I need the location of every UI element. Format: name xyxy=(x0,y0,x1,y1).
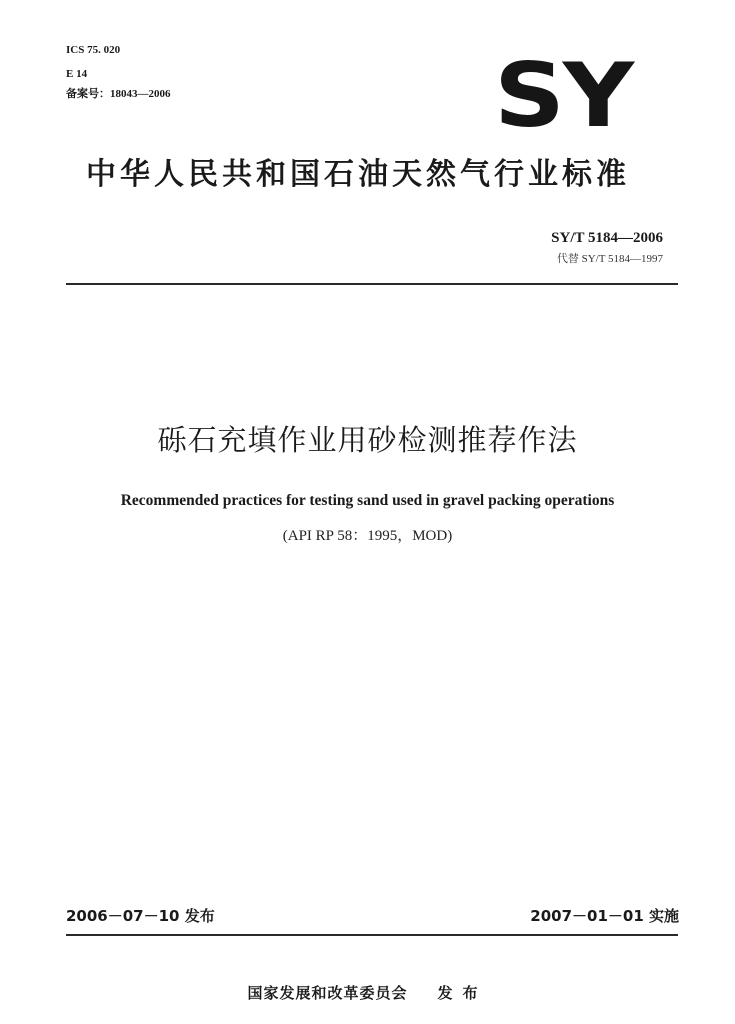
document-title-en: Recommended practices for testing sand used in gravel packing operations xyxy=(120,492,615,509)
top-divider xyxy=(66,283,678,285)
issuer-line xyxy=(0,986,735,1001)
standard-category: 中华人民共和国石油天然气行业标准 xyxy=(86,157,630,192)
implementation-date: 2007－01－01 实施 xyxy=(530,907,679,925)
ics-code: ICS 75. 020 xyxy=(66,44,121,56)
filing-number: 备案号：18043—2006 xyxy=(66,88,171,100)
issuer-action: 发布 xyxy=(437,984,488,1002)
issuer-organization: 国家发展和改革委员会 xyxy=(247,984,408,1002)
ccs-code: E 14 xyxy=(66,68,88,80)
standard-number: SY/T 5184—2006 xyxy=(551,230,663,246)
bottom-divider xyxy=(66,934,678,936)
sy-logo: SY xyxy=(494,44,632,147)
replaces-standard: 代替 SY/T 5184—1997 xyxy=(556,253,663,265)
issue-date: 2006－07－10 发布 xyxy=(66,907,215,925)
document-title-cn: 砾石充填作业用砂检测推荐作法 xyxy=(157,423,578,457)
adoption-note: (API RP 58：1995，MOD) xyxy=(282,528,453,544)
